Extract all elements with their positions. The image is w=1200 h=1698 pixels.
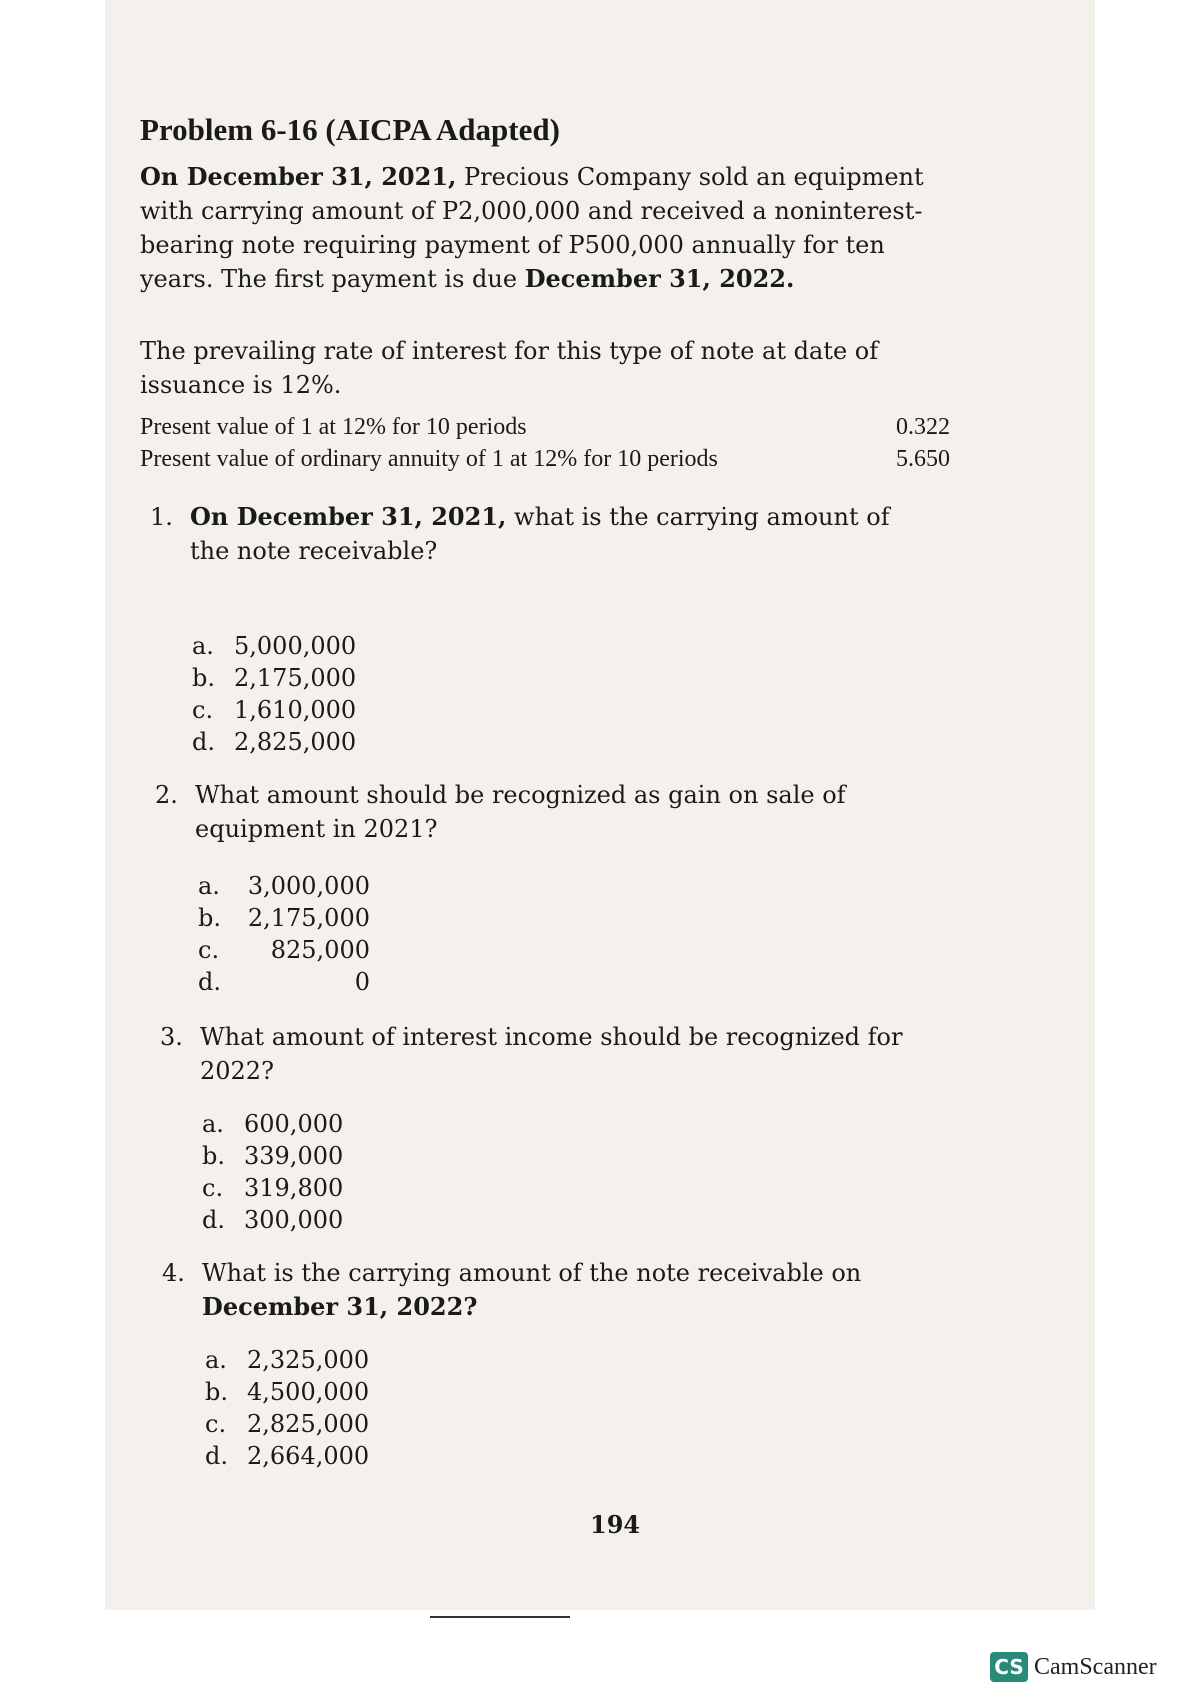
question-number: 2. [155, 781, 178, 809]
question-4-options [205, 1344, 369, 1472]
pv-label: Present value of 1 at 12% for 10 periods [140, 414, 527, 440]
option-a: a. 600,000 [202, 1110, 344, 1138]
intro-due-date: December 31, 2022. [524, 264, 795, 293]
question-text: What amount should be recognized as gain on sale of equipment in 2021? [195, 781, 846, 843]
pv-value: 0.322 [896, 414, 950, 440]
option-b: b. 4,500,000 [205, 1378, 370, 1406]
option-b: b. 339,000 [202, 1142, 344, 1170]
camscanner-watermark [990, 1652, 1157, 1682]
option-d: d. 300,000 [202, 1206, 344, 1234]
question-text [202, 1256, 937, 1324]
question-2-options [198, 870, 370, 998]
option-d: d. 2,825,000 [192, 728, 357, 756]
option-c: c. 319,800 [202, 1174, 344, 1202]
intro-body: Precious Company sold an equipment with carrying amount of P2,000,000 and received a noninterest-bearing note requiring payment of P500,000 annually for ten years. The first payment is due [140, 163, 924, 293]
option-c: c. 2,825,000 [205, 1410, 370, 1438]
question-1-options [192, 630, 356, 758]
option-b: b. 2,175,000 [192, 664, 357, 692]
pv-label: Present value of ordinary annuity of 1 at 12% for 10 periods [140, 446, 718, 472]
camscanner-logo-icon: CS [990, 1652, 1028, 1682]
intro-date: On December 31, 2021, [140, 162, 457, 191]
question-4 [162, 1256, 942, 1324]
option-b: b. 2,175,000 [198, 904, 370, 932]
problem-title: Problem 6-16 (AICPA Adapted) [140, 112, 560, 147]
question-body: what is the carrying amount of the note receivable? [190, 503, 890, 565]
question-text [190, 500, 925, 568]
option-c: c. 1,610,000 [192, 696, 357, 724]
interest-rate-text: The prevailing rate of interest for this type of note at date of issuance is 12%. [140, 337, 879, 399]
option-c: c. 825,000 [198, 936, 370, 964]
option-a: a. 5,000,000 [192, 632, 357, 660]
question-body: What is the carrying amount of the note receivable on [202, 1259, 862, 1287]
divider [430, 1616, 570, 1618]
question-number: 1. [150, 503, 173, 531]
question-1 [150, 500, 930, 568]
question-number: 3. [160, 1023, 183, 1051]
option-d: d. 0 [198, 968, 370, 996]
problem-intro [140, 160, 950, 296]
question-bold-text: December 31, 2022? [202, 1292, 478, 1321]
camscanner-text: CamScanner [1034, 1653, 1157, 1680]
option-a: a. 3,000,000 [198, 872, 370, 900]
question-3 [160, 1020, 940, 1088]
option-a: a. 2,325,000 [205, 1346, 370, 1374]
pv-row-2 [140, 446, 950, 473]
question-bold-text: On December 31, 2021, [190, 502, 507, 531]
question-3-options [202, 1108, 364, 1236]
question-number: 4. [162, 1259, 185, 1287]
pv-row-1 [140, 414, 950, 441]
question-text: What amount of interest income should be recognized for 2022? [200, 1023, 903, 1085]
question-2 [155, 778, 935, 846]
option-d: d. 2,664,000 [205, 1442, 370, 1470]
page-number: 194 [590, 1510, 641, 1539]
pv-value: 5.650 [896, 446, 950, 472]
